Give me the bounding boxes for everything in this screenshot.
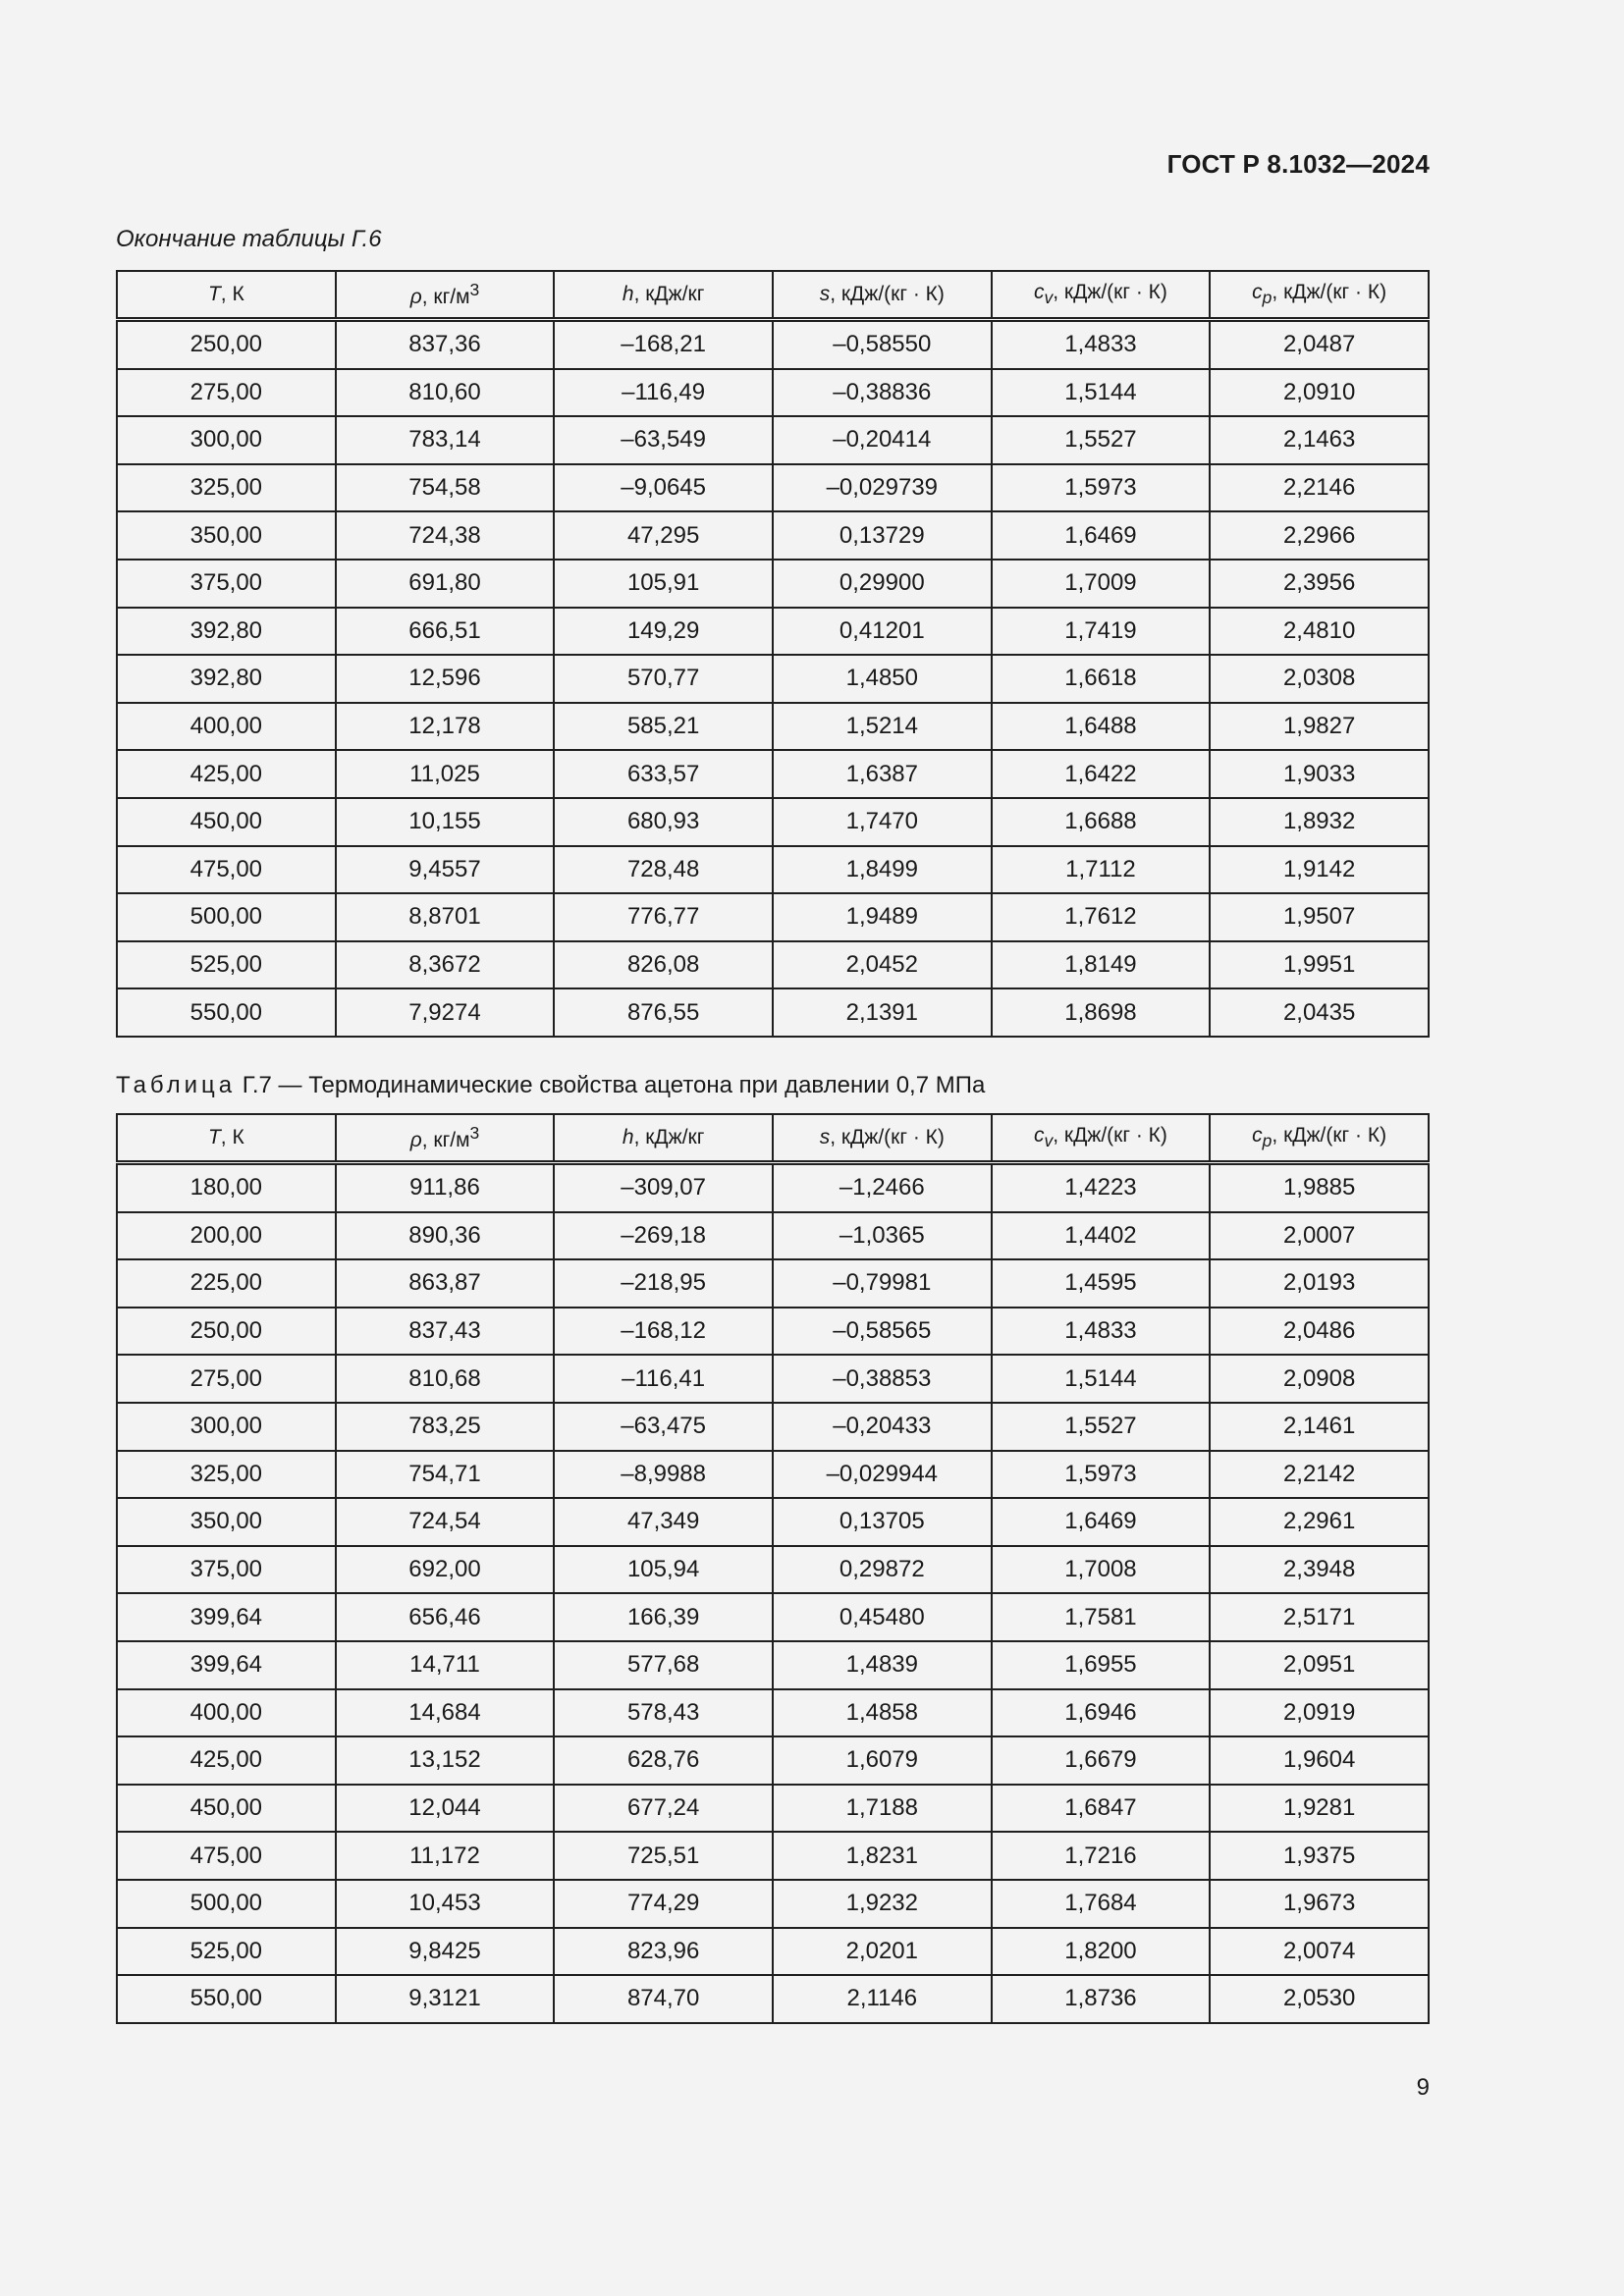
table-row (117, 941, 1429, 989)
table-cell: 911,86 (336, 1163, 555, 1212)
table-cell: 823,96 (554, 1928, 773, 1976)
table-cell: –116,41 (554, 1355, 773, 1403)
table-cell: –168,12 (554, 1308, 773, 1356)
table-cell: 375,00 (117, 1546, 336, 1594)
column-header (992, 271, 1211, 320)
document-code: ГОСТ Р 8.1032—2024 (1166, 149, 1430, 179)
table-cell: 1,5973 (992, 464, 1211, 512)
table-cell: 9,4557 (336, 846, 555, 894)
table-cell: 725,51 (554, 1832, 773, 1880)
table-row (117, 703, 1429, 751)
table-row (117, 1736, 1429, 1785)
table-cell: –0,79981 (773, 1259, 992, 1308)
table-cell: 1,9281 (1210, 1785, 1429, 1833)
table-cell: 890,36 (336, 1212, 555, 1260)
table-cell: 677,24 (554, 1785, 773, 1833)
table-cell: 774,29 (554, 1880, 773, 1928)
table-cell: 837,43 (336, 1308, 555, 1356)
table-cell: 1,8698 (992, 988, 1211, 1037)
table-cell: 2,0074 (1210, 1928, 1429, 1976)
table-cell: 180,00 (117, 1163, 336, 1212)
table-cell: 1,9827 (1210, 703, 1429, 751)
column-unit: , кг/м (421, 286, 470, 308)
table-cell: 1,9885 (1210, 1163, 1429, 1212)
table-cell: 1,8231 (773, 1832, 992, 1880)
table-cell: 350,00 (117, 511, 336, 560)
table-cell: 724,38 (336, 511, 555, 560)
column-header (117, 1114, 336, 1163)
column-subscript: v (1044, 1131, 1054, 1151)
table-cell: 2,2146 (1210, 464, 1429, 512)
table-cell: 2,1146 (773, 1975, 992, 2023)
table-cell: 1,4833 (992, 320, 1211, 369)
column-symbol: c (1252, 1123, 1263, 1147)
table-cell: 105,91 (554, 560, 773, 608)
table-cell: 2,0435 (1210, 988, 1429, 1037)
table-cell: –63,475 (554, 1403, 773, 1451)
table-cell: –116,49 (554, 369, 773, 417)
table-row (117, 1546, 1429, 1594)
column-symbol: s (819, 1126, 831, 1148)
table-cell: 1,6469 (992, 1498, 1211, 1546)
table-cell: 656,46 (336, 1593, 555, 1641)
column-header (773, 1114, 992, 1163)
table-cell: 392,80 (117, 655, 336, 703)
table-cell: 2,0486 (1210, 1308, 1429, 1356)
table-cell: 300,00 (117, 416, 336, 464)
table-cell: 7,9274 (336, 988, 555, 1037)
table-cell: 754,71 (336, 1451, 555, 1499)
table-cell: 666,51 (336, 608, 555, 656)
table-cell: 12,178 (336, 703, 555, 751)
column-unit: , К (220, 1126, 244, 1148)
table-cell: 2,3948 (1210, 1546, 1429, 1594)
column-symbol: c (1252, 280, 1263, 303)
table-cell: 1,9375 (1210, 1832, 1429, 1880)
table-cell: 350,00 (117, 1498, 336, 1546)
table-cell: –0,38853 (773, 1355, 992, 1403)
column-unit: , кДж/(кг · К) (830, 283, 945, 305)
table-row (117, 1163, 1429, 1212)
table-cell: 810,68 (336, 1355, 555, 1403)
table-cell: –1,0365 (773, 1212, 992, 1260)
table-cell: 1,6079 (773, 1736, 992, 1785)
table-g6-continuation-caption: Окончание таблицы Г.6 (116, 226, 382, 252)
column-symbol: T (207, 283, 221, 305)
table-row (117, 1451, 1429, 1499)
column-symbol: c (1033, 280, 1045, 303)
column-unit: , кДж/кг (633, 1126, 705, 1148)
table-cell: 0,29900 (773, 560, 992, 608)
table-cell: 1,4850 (773, 655, 992, 703)
table-cell: 1,6955 (992, 1641, 1211, 1689)
table-cell: –0,58550 (773, 320, 992, 369)
table-cell: –309,07 (554, 1163, 773, 1212)
table-cell: 2,1461 (1210, 1403, 1429, 1451)
table-cell: 633,57 (554, 750, 773, 798)
table-cell: 1,5144 (992, 369, 1211, 417)
table-row (117, 893, 1429, 941)
column-header (554, 1114, 773, 1163)
table-cell: 275,00 (117, 1355, 336, 1403)
table-cell: 1,8149 (992, 941, 1211, 989)
table-cell: 1,6946 (992, 1689, 1211, 1737)
column-unit: , кДж/(кг · К) (1053, 1123, 1167, 1147)
table-cell: 475,00 (117, 846, 336, 894)
table-header-row (117, 1114, 1429, 1163)
table-cell: 0,41201 (773, 608, 992, 656)
table-row (117, 1403, 1429, 1451)
table-row (117, 464, 1429, 512)
column-header (336, 1114, 555, 1163)
table-cell: 1,8932 (1210, 798, 1429, 846)
table-row (117, 846, 1429, 894)
table-row (117, 416, 1429, 464)
table-cell: 14,684 (336, 1689, 555, 1737)
table-cell: 1,8200 (992, 1928, 1211, 1976)
table-cell: 525,00 (117, 941, 336, 989)
column-unit: , кДж/кг (633, 283, 705, 305)
table-cell: –8,9988 (554, 1451, 773, 1499)
table-cell: 680,93 (554, 798, 773, 846)
column-unit: , К (220, 283, 244, 305)
table-cell: –168,21 (554, 320, 773, 369)
table-cell: 1,9232 (773, 1880, 992, 1928)
table-cell: 2,1463 (1210, 416, 1429, 464)
table-cell: 250,00 (117, 320, 336, 369)
table-cell: 1,7581 (992, 1593, 1211, 1641)
table-row (117, 1880, 1429, 1928)
table-cell: 0,13729 (773, 511, 992, 560)
column-symbol: h (622, 1126, 634, 1148)
table-cell: 1,6488 (992, 703, 1211, 751)
column-subscript: p (1262, 1131, 1272, 1151)
table-cell: 692,00 (336, 1546, 555, 1594)
table-cell: 10,155 (336, 798, 555, 846)
table-cell: –0,20414 (773, 416, 992, 464)
table-cell: 425,00 (117, 750, 336, 798)
table-cell: 776,77 (554, 893, 773, 941)
table-cell: 1,5144 (992, 1355, 1211, 1403)
table-cell: 2,5171 (1210, 1593, 1429, 1641)
table-cell: 1,9142 (1210, 846, 1429, 894)
table-cell: 400,00 (117, 703, 336, 751)
table-cell: 200,00 (117, 1212, 336, 1260)
table-cell: 325,00 (117, 1451, 336, 1499)
table-cell: 810,60 (336, 369, 555, 417)
table-cell: 1,6387 (773, 750, 992, 798)
column-header (1210, 271, 1429, 320)
table-cell: 1,4402 (992, 1212, 1211, 1260)
table-cell: 728,48 (554, 846, 773, 894)
table-cell: 47,295 (554, 511, 773, 560)
table-cell: 8,3672 (336, 941, 555, 989)
table-cell: 826,08 (554, 941, 773, 989)
table-cell: 2,3956 (1210, 560, 1429, 608)
table-cell: 375,00 (117, 560, 336, 608)
table-cell: 863,87 (336, 1259, 555, 1308)
table-cell: 300,00 (117, 1403, 336, 1451)
table-cell: 8,8701 (336, 893, 555, 941)
table-cell: 105,94 (554, 1546, 773, 1594)
table-g6 (116, 270, 1430, 1038)
table-g7 (116, 1113, 1430, 2024)
table-cell: 275,00 (117, 369, 336, 417)
table-cell: 149,29 (554, 608, 773, 656)
table-cell: 425,00 (117, 1736, 336, 1785)
table-cell: 1,9033 (1210, 750, 1429, 798)
table-cell: 0,13705 (773, 1498, 992, 1546)
table-row (117, 988, 1429, 1037)
table-cell: 550,00 (117, 988, 336, 1037)
table-g7-caption (116, 1072, 985, 1099)
table-cell: –0,029944 (773, 1451, 992, 1499)
table-cell: 9,3121 (336, 1975, 555, 2023)
table-cell: 1,8499 (773, 846, 992, 894)
table-cell: 166,39 (554, 1593, 773, 1641)
table-cell: 585,21 (554, 703, 773, 751)
table-cell: 1,7188 (773, 1785, 992, 1833)
table-cell: 2,0201 (773, 1928, 992, 1976)
table-row (117, 1928, 1429, 1976)
table-cell: 11,172 (336, 1832, 555, 1880)
table-cell: 1,4839 (773, 1641, 992, 1689)
table-cell: 12,044 (336, 1785, 555, 1833)
table-cell: 0,29872 (773, 1546, 992, 1594)
page-number: 9 (1416, 2074, 1430, 2101)
column-unit: , кДж/(кг · К) (1053, 280, 1167, 303)
table-cell: 1,5527 (992, 416, 1211, 464)
table-cell: 1,4223 (992, 1163, 1211, 1212)
table-cell: 1,7470 (773, 798, 992, 846)
table-cell: –0,20433 (773, 1403, 992, 1451)
table-row (117, 511, 1429, 560)
table-cell: 783,14 (336, 416, 555, 464)
column-symbol: T (207, 1126, 221, 1148)
table-row (117, 1259, 1429, 1308)
table-cell: –0,029739 (773, 464, 992, 512)
table-cell: 1,4595 (992, 1259, 1211, 1308)
table-row (117, 1212, 1429, 1260)
table-row (117, 608, 1429, 656)
column-unit: , кДж/(кг · К) (1272, 1123, 1387, 1147)
table-cell: 525,00 (117, 1928, 336, 1976)
column-superscript: 3 (469, 280, 480, 299)
table-cell: 2,0919 (1210, 1689, 1429, 1737)
table-cell: 1,6469 (992, 511, 1211, 560)
table-row (117, 320, 1429, 369)
table-cell: 2,0951 (1210, 1641, 1429, 1689)
table-cell: 399,64 (117, 1593, 336, 1641)
table-cell: 1,7612 (992, 893, 1211, 941)
table-cell: 1,8736 (992, 1975, 1211, 2023)
table-cell: –218,95 (554, 1259, 773, 1308)
table-cell: 2,0452 (773, 941, 992, 989)
table-cell: 550,00 (117, 1975, 336, 2023)
column-unit: , кг/м (421, 1129, 470, 1151)
table-cell: 2,1391 (773, 988, 992, 1037)
table-row (117, 1975, 1429, 2023)
column-symbol: ρ (409, 1129, 422, 1151)
table-cell: 1,9604 (1210, 1736, 1429, 1785)
table-cell: 2,0530 (1210, 1975, 1429, 2023)
column-symbol: c (1033, 1123, 1045, 1147)
table-cell: 47,349 (554, 1498, 773, 1546)
table-cell: 2,0908 (1210, 1355, 1429, 1403)
table-row (117, 1308, 1429, 1356)
table-cell: 1,9673 (1210, 1880, 1429, 1928)
table-cell: 2,2961 (1210, 1498, 1429, 1546)
table-cell: 1,9507 (1210, 893, 1429, 941)
table-cell: 10,453 (336, 1880, 555, 1928)
table-cell: 500,00 (117, 893, 336, 941)
table-cell: 2,0007 (1210, 1212, 1429, 1260)
table-row (117, 1498, 1429, 1546)
table-cell: 12,596 (336, 655, 555, 703)
column-header (773, 271, 992, 320)
column-header (336, 271, 555, 320)
table-cell: 2,2142 (1210, 1451, 1429, 1499)
table-cell: 400,00 (117, 1689, 336, 1737)
column-subscript: p (1262, 288, 1272, 308)
table-row (117, 750, 1429, 798)
table-cell: 754,58 (336, 464, 555, 512)
table-cell: 1,9951 (1210, 941, 1429, 989)
table-cell: 13,152 (336, 1736, 555, 1785)
table-cell: 1,5214 (773, 703, 992, 751)
column-unit: , кДж/(кг · К) (830, 1126, 945, 1148)
column-header (117, 271, 336, 320)
table-cell: 475,00 (117, 1832, 336, 1880)
table-cell: 691,80 (336, 560, 555, 608)
table-cell: 1,7008 (992, 1546, 1211, 1594)
column-symbol: h (622, 283, 634, 305)
table-cell: 1,7009 (992, 560, 1211, 608)
table-cell: 876,55 (554, 988, 773, 1037)
table-cell: 2,4810 (1210, 608, 1429, 656)
table-cell: 577,68 (554, 1641, 773, 1689)
table-cell: 325,00 (117, 464, 336, 512)
table-cell: 2,0193 (1210, 1259, 1429, 1308)
table-cell: 250,00 (117, 1308, 336, 1356)
table-cell: 1,6688 (992, 798, 1211, 846)
table-cell: –9,0645 (554, 464, 773, 512)
table-row (117, 560, 1429, 608)
table-cell: 837,36 (336, 320, 555, 369)
table-row (117, 1641, 1429, 1689)
table-cell: 225,00 (117, 1259, 336, 1308)
table-header-row (117, 271, 1429, 320)
table-row (117, 1832, 1429, 1880)
table-cell: 1,6618 (992, 655, 1211, 703)
table-cell: 1,6679 (992, 1736, 1211, 1785)
table-row (117, 798, 1429, 846)
table-cell: 2,2966 (1210, 511, 1429, 560)
table-row (117, 1593, 1429, 1641)
column-superscript: 3 (469, 1123, 480, 1143)
table-cell: 392,80 (117, 608, 336, 656)
table-cell: –1,2466 (773, 1163, 992, 1212)
table-cell: 874,70 (554, 1975, 773, 2023)
table-cell: 9,8425 (336, 1928, 555, 1976)
table-cell: 1,5973 (992, 1451, 1211, 1499)
table-cell: 14,711 (336, 1641, 555, 1689)
table-cell: 1,7216 (992, 1832, 1211, 1880)
table-cell: 500,00 (117, 1880, 336, 1928)
table-row (117, 1785, 1429, 1833)
table-cell: –269,18 (554, 1212, 773, 1260)
table-row (117, 655, 1429, 703)
table-cell: 2,0487 (1210, 320, 1429, 369)
table-cell: 1,5527 (992, 1403, 1211, 1451)
column-subscript: v (1044, 288, 1054, 308)
table-cell: 450,00 (117, 1785, 336, 1833)
table-cell: 628,76 (554, 1736, 773, 1785)
table-cell: 1,6422 (992, 750, 1211, 798)
table-cell: 570,77 (554, 655, 773, 703)
table-label: Таблица (116, 1072, 237, 1098)
column-header (554, 271, 773, 320)
column-header (992, 1114, 1211, 1163)
table-cell: 1,7419 (992, 608, 1211, 656)
table-cell: 578,43 (554, 1689, 773, 1737)
column-symbol: s (819, 283, 831, 305)
table-row (117, 1355, 1429, 1403)
column-unit: , кДж/(кг · К) (1272, 280, 1387, 303)
table-cell: –0,58565 (773, 1308, 992, 1356)
table-title: Г.7 — Термодинамические свойства ацетона при давлении 0,7 МПа (236, 1072, 986, 1098)
table-cell: –0,38836 (773, 369, 992, 417)
table-cell: 2,0308 (1210, 655, 1429, 703)
table-cell: 724,54 (336, 1498, 555, 1546)
table-cell: –63,549 (554, 416, 773, 464)
table-cell: 1,7112 (992, 846, 1211, 894)
table-cell: 450,00 (117, 798, 336, 846)
table-cell: 1,4858 (773, 1689, 992, 1737)
column-symbol: ρ (409, 286, 422, 308)
table-cell: 783,25 (336, 1403, 555, 1451)
table-row (117, 1689, 1429, 1737)
column-header (1210, 1114, 1429, 1163)
table-cell: 11,025 (336, 750, 555, 798)
table-cell: 1,9489 (773, 893, 992, 941)
table-cell: 0,45480 (773, 1593, 992, 1641)
table-cell: 1,6847 (992, 1785, 1211, 1833)
table-cell: 2,0910 (1210, 369, 1429, 417)
table-cell: 1,7684 (992, 1880, 1211, 1928)
table-row (117, 369, 1429, 417)
table-cell: 1,4833 (992, 1308, 1211, 1356)
table-cell: 399,64 (117, 1641, 336, 1689)
